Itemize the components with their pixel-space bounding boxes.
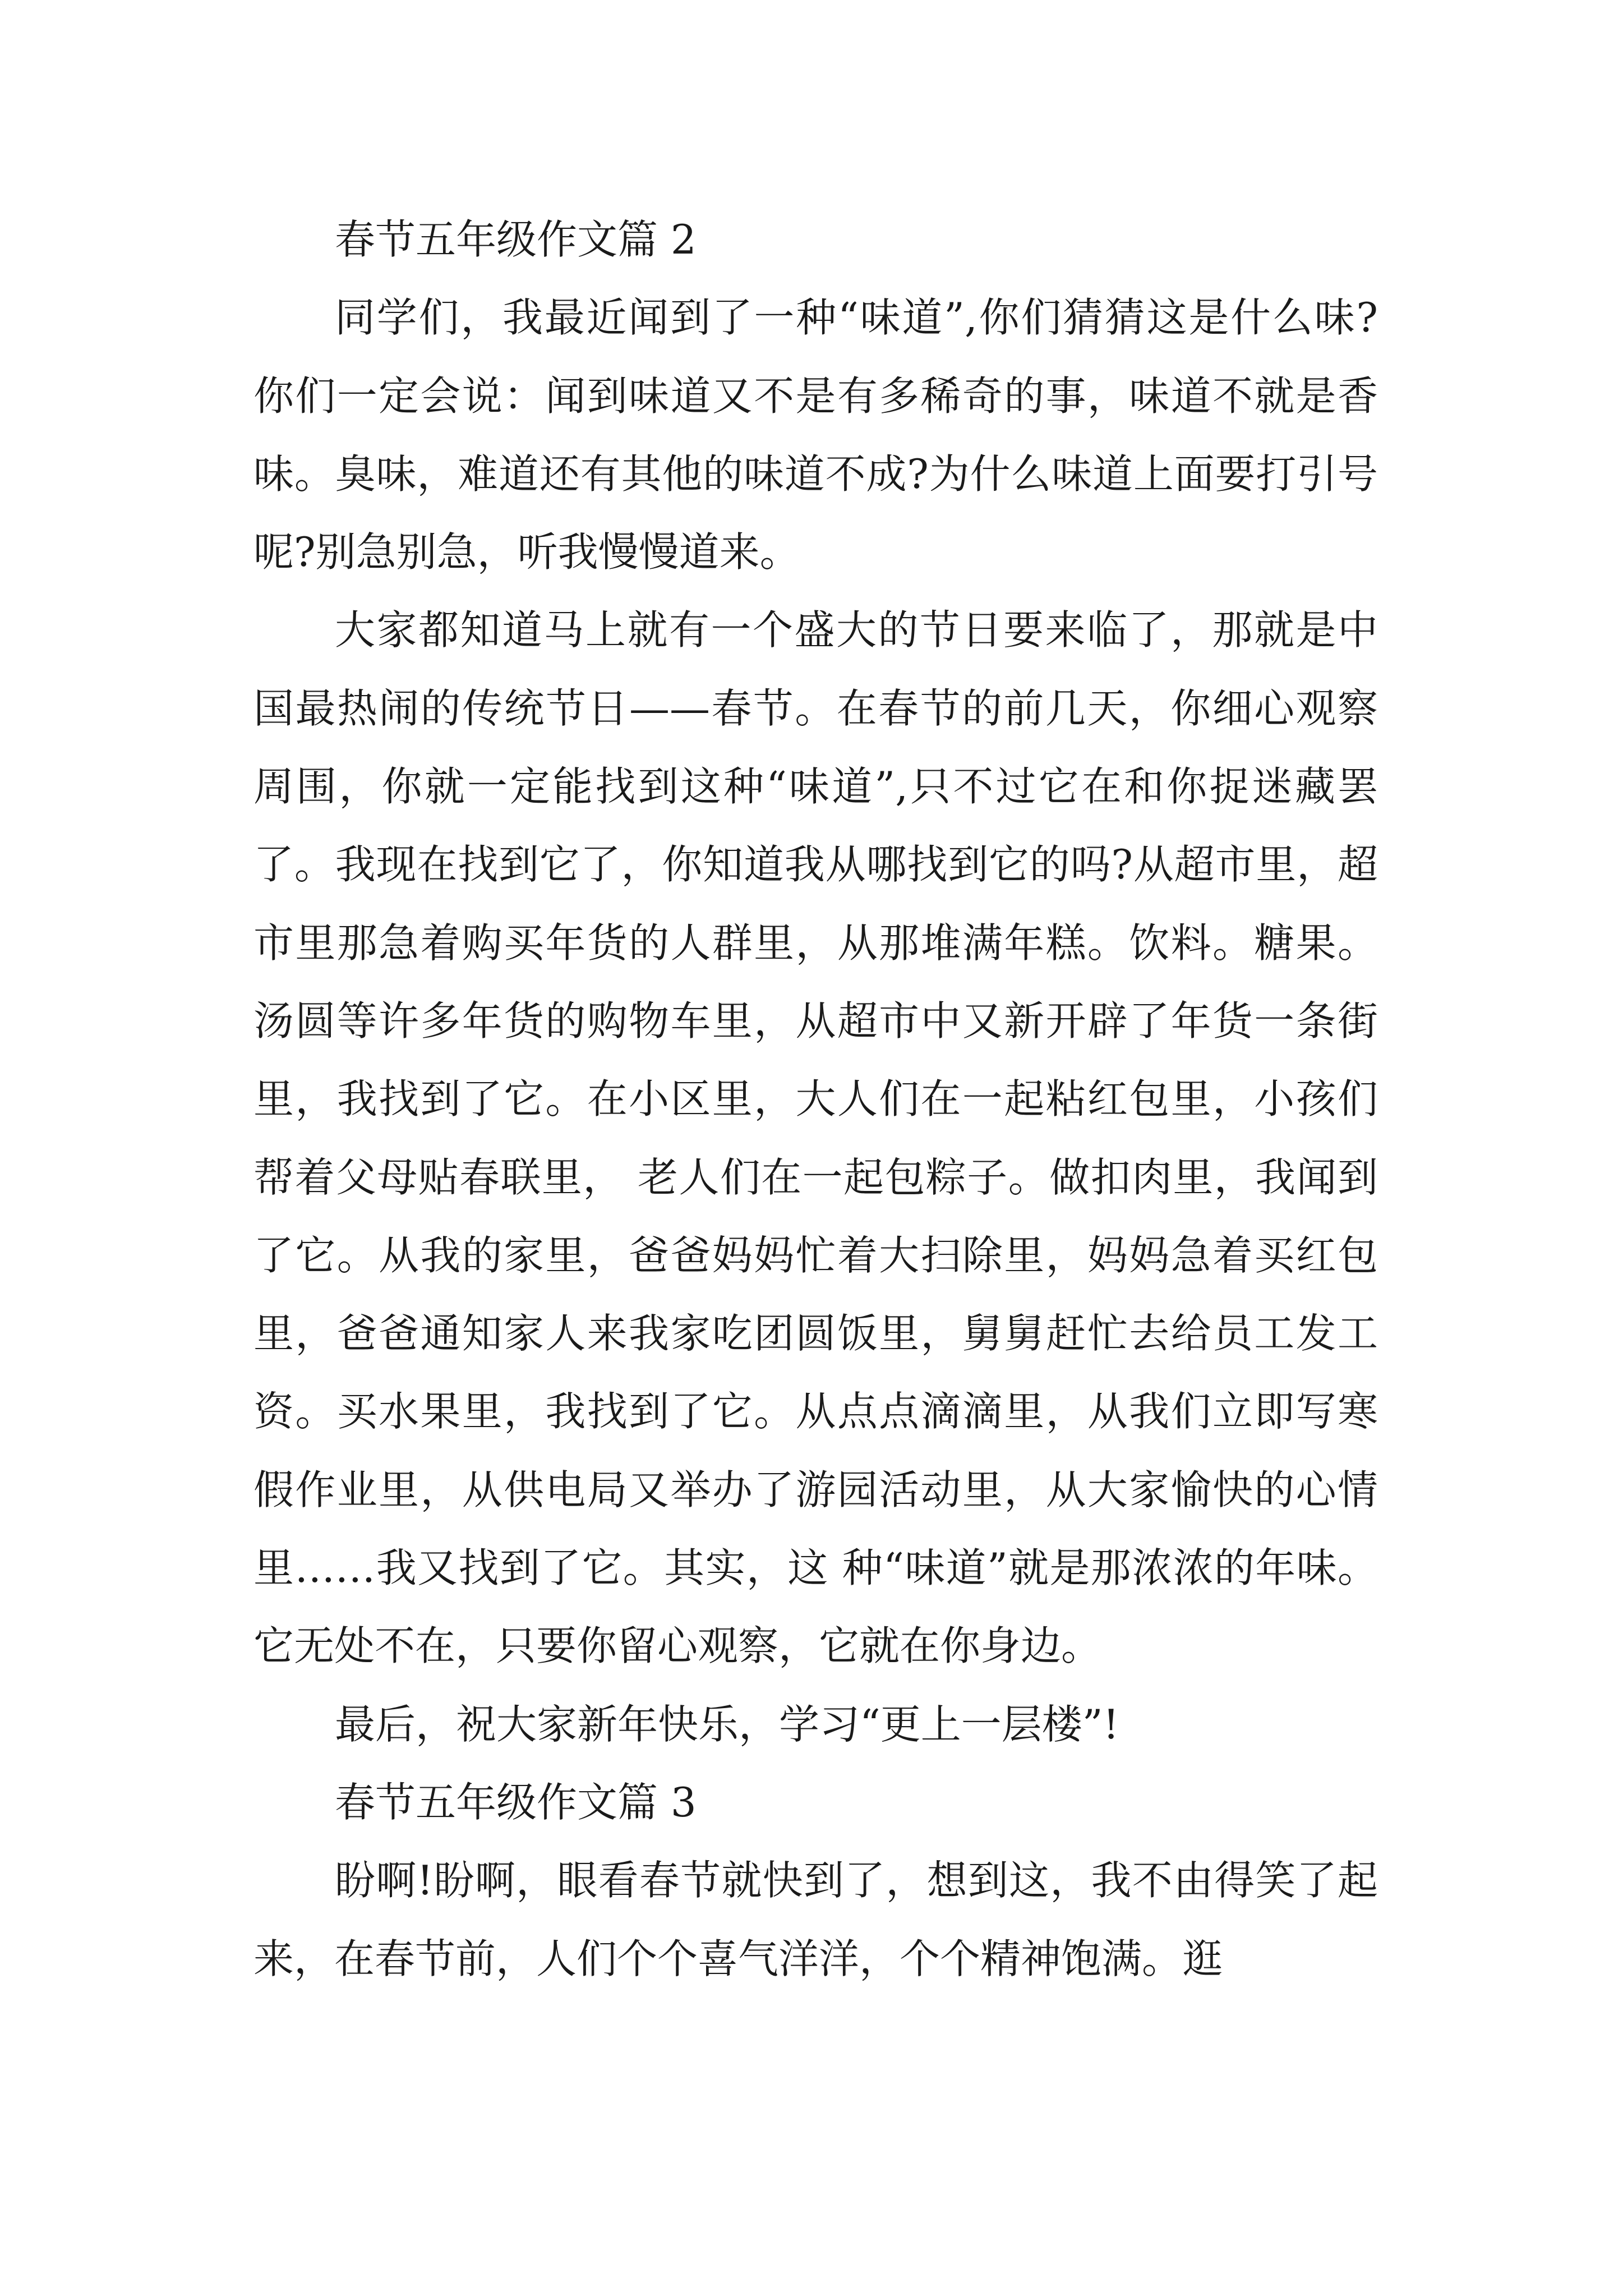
section-heading-3: 春节五年级作文篇 3 (335, 1778, 697, 1826)
document-body (253, 201, 1378, 1998)
paragraph: 最后，祝大家新年快乐，学习“更上一层楼”! (335, 1700, 1119, 1748)
paragraph: 盼啊!盼啊，眼看春节就快到了，想到这，我不由得笑了起来，在春节前，人们个个喜气洋洋，个个精神饱满。逛 (253, 1857, 1378, 1982)
paragraph: 大家都知道马上就有一个盛大的节日要来临了，那就是中国最热闹的传统节日——春节。在春节的前几天，你细心观察周围，你就一定能找到这种“味道”,只不过它在和你捉迷藏罢了。我现在找到它了，你知道我从哪找到它的吗?从超市里，超市里那急着购买年货的人群里，从那堆满年糕。饮料。糖果。汤圆等许多年货的购物车里，从超市中又新开辟了年货一条街里，我找到了它。在小区里，大人们在一起粘红包里，小孩们帮着父母贴春联里， 老人们在一起包粽子。做扣肉里，我闻到了它。从我的家里，爸爸妈妈忙着大扫除里，妈妈急着买红包里，爸爸通知家人来我家吃团圆饭里，舅舅赶忙去给员工发工资。买水果里，我找到了它。从点点滴滴里，从我们立即写寒假作业里，从供电局又举办了游园活动里，从大家愉快的心情里……我又找到了它。其实，这 种“味道”就是那浓浓的年味。它无处不在，只要你留心观察，它就在你身边。 (253, 606, 1378, 1670)
section-heading-2: 春节五年级作文篇 2 (335, 216, 697, 263)
paragraph: 同学们，我最近闻到了一种“味道”,你们猜猜这是什么味?你们一定会说：闻到味道又不是有多稀奇的事，味道不就是香味。臭味，难道还有其他的味道不成?为什么味道上面要打引号呢?别急别急，听我慢慢道来。 (253, 294, 1378, 576)
